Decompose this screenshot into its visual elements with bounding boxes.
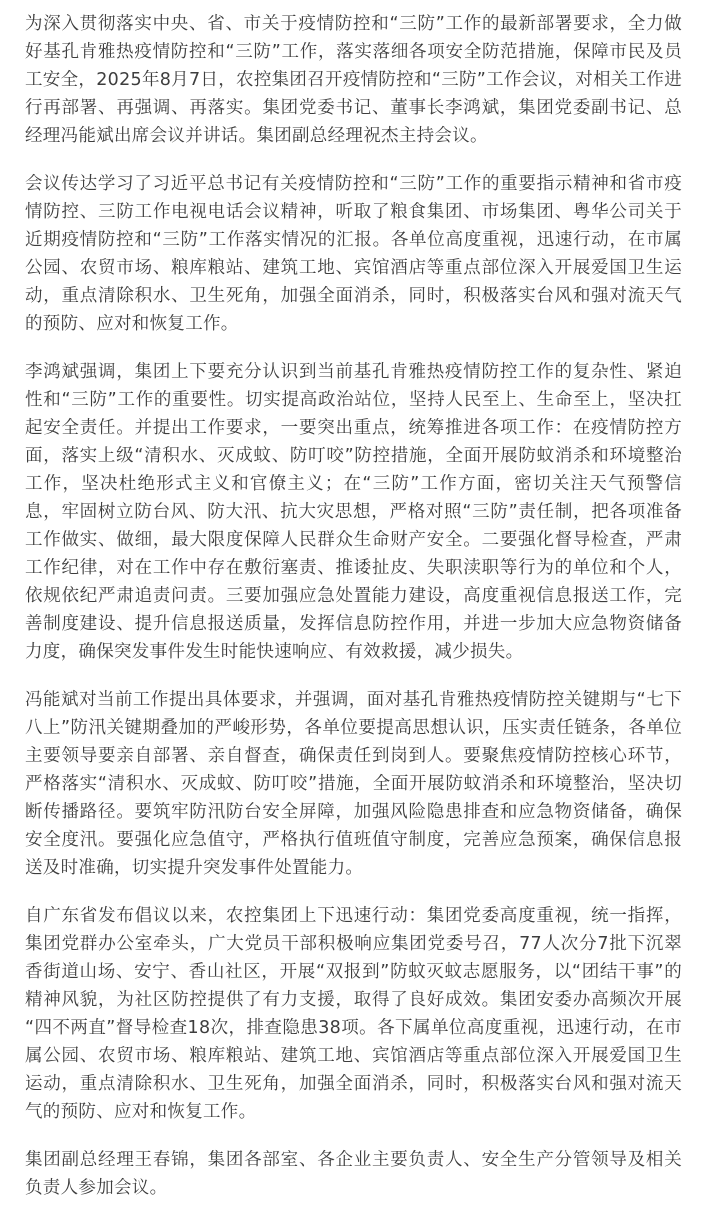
paragraph-attendees: 集团副总经理王春锦，集团各部室、各企业主要负责人、安全生产分管领导及相关负责人参加会议。	[25, 1150, 682, 1198]
paragraph-meeting-study: 会议传达学习了习近平总书记有关疫情防控和“三防”工作的重要指示精神和省市疫情防控、三防工作电视电话会议精神，听取了粮食集团、市场集团、粤华公司关于近期疫情防控和“三防”工作落实情况的汇报。各单位高度重视，迅速行动，在市属公园、农贸市场、粮库粮站、建筑工地、宾馆酒店等重点部位深入开展爱国卫生运动，重点清除积水、卫生死角，加强全面消杀，同时，积极落实台风和强对流天气的预防、应对和恢复工作。	[25, 174, 682, 334]
paragraph-lihongbin-remarks: 李鸿斌强调，集团上下要充分认识到当前基孔肯雅热疫情防控工作的复杂性、紧迫性和“三防”工作的重要性。切实提高政治站位，坚持人民至上、生命至上，坚决扛起安全责任。并提出工作要求，一要突出重点，统筹推进各项工作：在疫情防控方面，落实上级“清积水、灭成蚊、防叮咬”防控措施，全面开展防蚊消杀和环境整治工作，坚决杜绝形式主义和官僚主义；在“三防”工作方面，密切关注天气预警信息，牢固树立防台风、防大汛、抗大灾思想，严格对照“三防”责任制，把各项准备工作做实、做细，最大限度保障人民群众生命财产安全。二要强化督导检查，严肃工作纪律，对在工作中存在敷衍塞责、推诿扯皮、失职渎职等行为的单位和个人，依规依纪严肃追责问责。三要加强应急处置能力建设，高度重视信息报送工作，完善制度建设、提升信息报送质量，发挥信息防控作用，并进一步加大应急物资储备力度，确保突发事件发生时能快速响应、有效救援，减少损失。	[25, 362, 682, 662]
paragraph-fengnengbin-remarks: 冯能斌对当前工作提出具体要求，并强调，面对基孔肯雅热疫情防控关键期与“七下八上”防汛关键期叠加的严峻形势，各单位要提高思想认识，压实责任链条，各单位主要领导要亲自部署、亲自督查，确保责任到岗到人。要聚焦疫情防控核心环节，严格落实“清积水、灭成蚊、防叮咬”措施，全面开展防蚊消杀和环境整治，坚决切断传播路径。要筑牢防汛防台安全屏障，加强风险隐患排查和应急物资储备，确保安全度汛。要强化应急值守，严格执行值班值守制度，完善应急预案，确保信息报送及时准确，切实提升突发事件处置能力。	[25, 690, 682, 878]
paragraph-meeting-intro: 为深入贯彻落实中央、省、市关于疫情防控和“三防”工作的最新部署要求，全力做好基孔肯雅热疫情防控和“三防”工作，落实落细各项安全防范措施，保障市民及员工安全，2025年8月7日，农控集团召开疫情防控和“三防”工作会议，对相关工作进行再部署、再强调、再落实。集团党委书记、董事长李鸿斌，集团党委副书记、总经理冯能斌出席会议并讲话。集团副总经理祝杰主持会议。	[25, 14, 682, 146]
paragraph-guangdong-initiative: 自广东省发布倡议以来，农控集团上下迅速行动：集团党委高度重视，统一指挥，集团党群办公室牵头，广大党员干部积极响应集团党委号召，77人次分7批下沉翠香街道山场、安宁、香山社区，开展“双报到”防蚊灭蚊志愿服务，以“团结干事”的精神风貌，为社区防控提供了有力支援，取得了良好成效。集团安委办高频次开展“四不两直”督导检查18次，排查隐患38项。各下属单位高度重视，迅速行动，在市属公园、农贸市场、粮库粮站、建筑工地、宾馆酒店等重点部位深入开展爱国卫生运动，重点清除积水、卫生死角，加强全面消杀，同时，积极落实台风和强对流天气的预防、应对和恢复工作。	[25, 906, 682, 1122]
